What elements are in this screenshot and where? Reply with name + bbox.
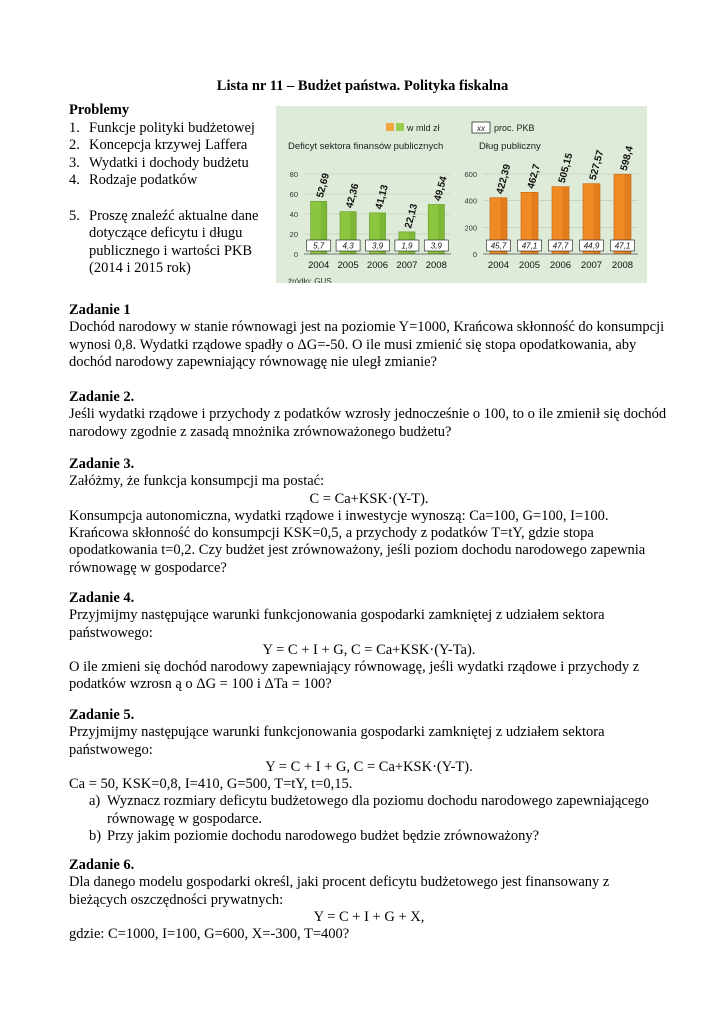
pkb-label: 45,7 [490, 241, 507, 251]
task-4-formula: Y = C + I + G, C = Ca+KSK·(Y-Ta). [262, 641, 476, 658]
y-tick-label: 60 [289, 190, 298, 199]
value-label: 422,39 [494, 163, 514, 196]
problem-item [69, 120, 269, 138]
y-tick-label: 200 [464, 223, 477, 233]
task-3-intro: Załóżmy, że funkcja konsumpcji ma postać: [69, 473, 325, 490]
problem-item [69, 137, 269, 155]
problem-item [69, 155, 269, 173]
task-5 [69, 707, 669, 845]
legend-orange-swatch [386, 123, 394, 131]
budget-charts [276, 106, 647, 283]
y-tick-label: 600 [464, 170, 477, 179]
pkb-label: 44,9 [583, 241, 600, 251]
subtask-text: Przy jakim poziomie dochodu narodowego budżet będzie zrównoważony? [107, 828, 540, 845]
problem-text: Koncepcja krzywej Laffera [89, 137, 248, 153]
task-5-subtask-b [69, 828, 669, 845]
pkb-label: 3,9 [371, 241, 384, 251]
task-6-heading: Zadanie 6. [69, 857, 135, 873]
legend-pkb-box-label: xx [477, 124, 485, 133]
chart-source: źródło: GUS [288, 277, 332, 283]
pkb-label: 47,1 [521, 241, 538, 251]
task-3-heading: Zadanie 3. [69, 456, 135, 472]
x-tick-label: 2005 [518, 260, 541, 271]
pkb-label: 4,3 [342, 241, 354, 251]
x-tick-label: 2004 [487, 260, 510, 271]
task-5-formula: Y = C + I + G, C = Ca+KSK·(Y-T). [265, 758, 473, 775]
y-tick-label: 400 [464, 196, 477, 206]
task-1-text: Dochód narodowy w stanie równowagi jest na poziomie Y=1000, Krańcowa skłonność do konsumpcji wynosi 0,8. Wydatki rządowe spadły o ΔG=-50. O ile musi zmienić się stopa opodatkowania, aby dochód narodowy zapewniający równowagę nie uległ zmianie? [69, 319, 665, 370]
legend-pkb-label: proc. PKB [494, 123, 535, 133]
legend-green-swatch [396, 123, 404, 131]
pkb-label: 47,7 [552, 241, 569, 251]
task-4-intro: Przyjmijmy następujące warunki funkcjonowania gospodarki zamkniętej z udziałem sektora państwowego: [69, 607, 605, 641]
task-5-params: Ca = 50, KSK=0,8, I=410, G=500, T=tY, t=0,15. [69, 776, 353, 793]
value-label: 462,7 [525, 163, 543, 191]
problems-section [69, 102, 269, 278]
x-tick-label: 2006 [366, 260, 389, 271]
page-title: Lista nr 11 – Budżet państwa. Polityka fiskalna [216, 78, 509, 94]
x-tick-label: 2008 [611, 260, 634, 271]
task-6-formula: Y = C + I + G + X, [313, 908, 425, 925]
pkb-label: 1,9 [401, 241, 413, 251]
y-tick-label: 0 [293, 250, 298, 259]
deficit-chart [290, 170, 451, 271]
y-tick-label: 20 [289, 230, 298, 239]
value-label: 52,69 [314, 172, 333, 200]
x-tick-label: 2008 [425, 260, 447, 271]
problem-number: 2. [69, 137, 80, 153]
problem-text: Wydatki i dochody budżetu [89, 154, 249, 171]
value-label: 42,36 [344, 182, 362, 210]
task-1-heading: Zadanie 1 [69, 302, 131, 318]
task-2 [69, 389, 669, 441]
task-4-text: O ile zmieni się dochód narodowy zapewniający równowagę, jeśli wydatki rządowe i przychody z podatków wzrosn ą o ΔG = 100 i ΔTa = 100? [69, 659, 640, 693]
problem-number: 1. [69, 119, 80, 136]
pkb-label: 3,9 [430, 241, 442, 251]
x-tick-label: 2004 [308, 260, 330, 271]
task-1 [69, 302, 669, 371]
chart-legend [386, 122, 535, 133]
problem-text: Rodzaje podatków [89, 172, 198, 188]
problems-heading: Problemy [69, 102, 130, 118]
budget-chart-image [276, 106, 647, 283]
task-3-text: Konsumpcja autonomiczna, wydatki rządowe i inwestycje wynoszą: Ca=100, G=100, I=100. Krańcowa skłonność do konsumpcji KSK=0,5, a przychody z podatków T=tY, gdzie stopa opodatkowania t=0,2. Czy budżet jest zrównoważony, jeśli poziom dochodu narodowego zapewnia równowagę w gospodarce? [69, 507, 646, 576]
task-2-heading: Zadanie 2. [69, 389, 135, 405]
task-5-intro: Przyjmijmy następujące warunki funkcjonowania gospodarki zamkniętej z udziałem sektora państwowego: [69, 724, 605, 758]
problem-item [69, 172, 269, 190]
problem-item-5 [69, 208, 269, 278]
task-4 [69, 590, 669, 694]
x-tick-label: 2007 [396, 260, 418, 271]
pkb-label: 47,1 [614, 241, 631, 251]
problem-number: 5. [69, 207, 80, 224]
problem-text: Funkcje polityki budżetowej [89, 119, 255, 136]
subtask-text: Wyznacz rozmiary deficytu budżetowego dla poziomu dochodu narodowego zapewniającego równowagę w gospodarce. [107, 793, 649, 827]
subtask-letter: a) [89, 793, 101, 810]
task-4-heading: Zadanie 4. [69, 590, 135, 606]
legend-mld-label: w mld zł [407, 123, 440, 133]
value-label: 527,57 [587, 149, 607, 182]
pkb-label: 5,7 [313, 241, 325, 251]
value-label: 41,13 [373, 183, 391, 211]
y-tick-label: 0 [472, 250, 477, 259]
problems-list [69, 120, 269, 190]
problem-text: Proszę znaleźć aktualne dane dotyczące deficytu i długu publicznego i wartości PKB (2014 i 2015 rok) [89, 207, 259, 276]
task-2-text: Jeśli wydatki rządowe i przychody z podatków wzrosły jednocześnie o 100, to o ile zmienił się dochód narodowy zgodnie z zasadą mnożnika zrównoważonego budżetu? [69, 406, 667, 440]
y-tick-label: 40 [289, 210, 298, 219]
x-tick-label: 2007 [580, 260, 603, 271]
debt-chart [464, 145, 638, 271]
x-tick-label: 2005 [337, 260, 359, 271]
x-tick-label: 2006 [549, 260, 572, 271]
value-label: 22,13 [403, 202, 421, 230]
task-6 [69, 857, 669, 943]
task-5-heading: Zadanie 5. [69, 707, 135, 723]
problem-number: 3. [69, 154, 80, 171]
problem-number: 4. [69, 172, 80, 188]
value-label: 49,54 [432, 175, 450, 203]
task-3-formula: C = Ca+KSK·(Y-T). [309, 490, 429, 507]
task-6-intro: Dla danego modelu gospodarki określ, jaki procent deficytu budżetowego jest finansowany z bieżących oszczędności prywatnych: [69, 874, 610, 908]
value-label: 505,15 [556, 152, 576, 185]
value-label: 598,4 [618, 144, 636, 172]
subtask-letter: b) [89, 828, 102, 845]
task-3 [69, 456, 669, 577]
y-tick-label: 80 [289, 170, 298, 179]
chart-title-debt: Dług publiczny [479, 141, 541, 152]
chart-title-deficit: Deficyt sektora finansów publicznych [288, 141, 444, 152]
task-5-subtask-a [69, 793, 669, 828]
task-6-params: gdzie: C=1000, I=100, G=600, X=-300, T=400? [69, 926, 350, 943]
